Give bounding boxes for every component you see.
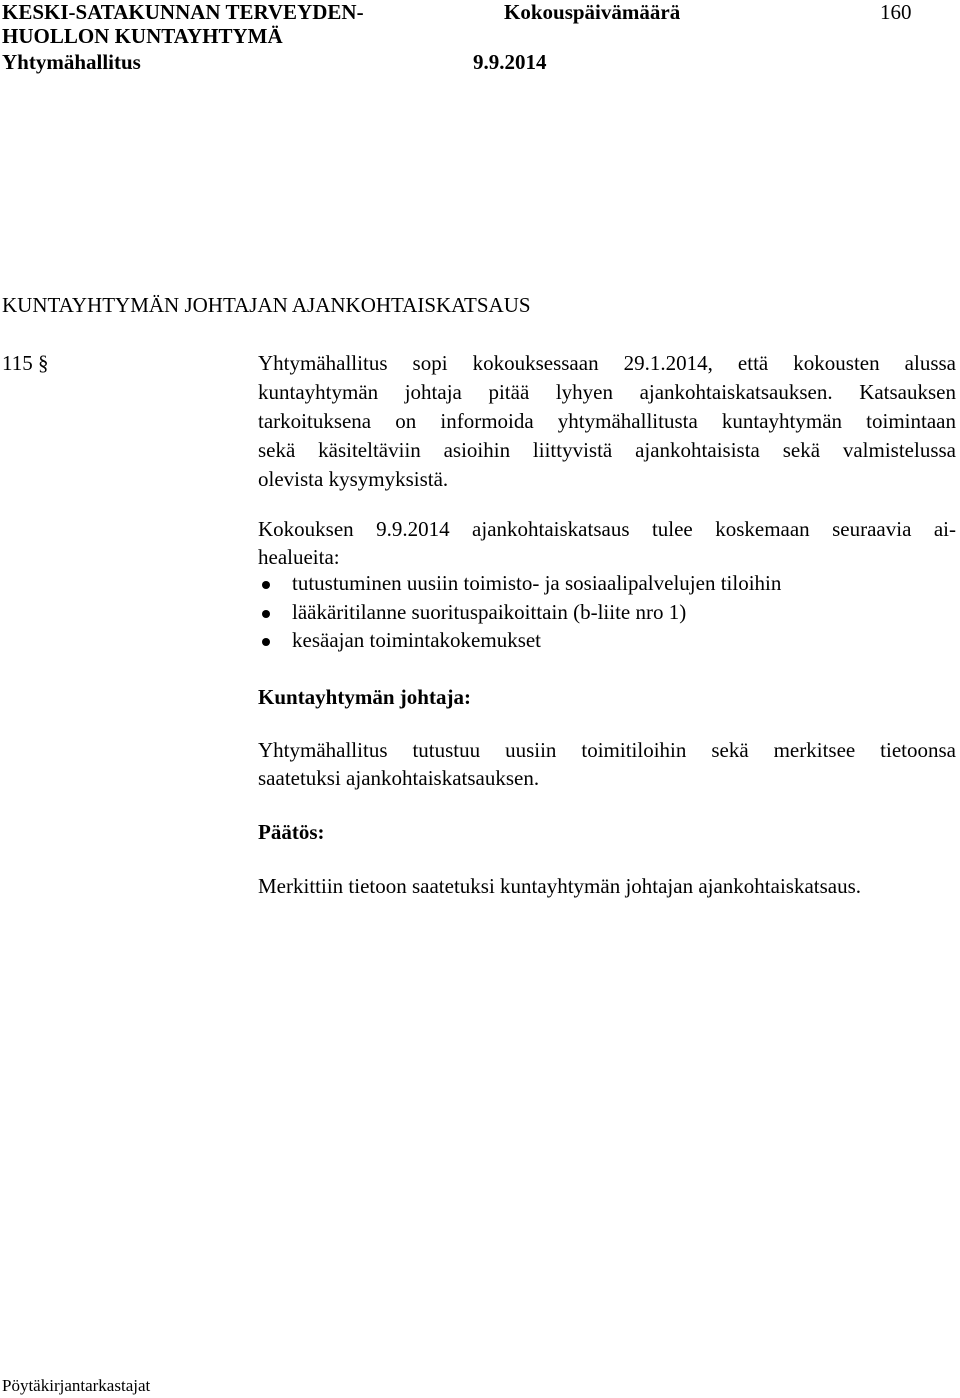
list-item-text: lääkäritilanne suorituspaikoittain (b-liite nro 1)	[292, 600, 687, 624]
intro-line-2: kuntayhtymän johtaja pitää lyhyen ajankohtaiskatsauksen. Katsauksen	[258, 380, 956, 404]
meeting-line-1: Kokouksen 9.9.2014 ajankohtaiskatsaus tulee koskemaan seuraavia ai-	[258, 517, 956, 541]
decision-text: Merkittiin tietoon saatetuksi kuntayhtymän johtajan ajankohtaiskatsaus.	[258, 874, 862, 898]
date-label: Kokouspäivämäärä	[504, 0, 681, 24]
bullet-icon	[262, 581, 270, 589]
list-item-text: tutustuminen uusiin toimisto- ja sosiaalipalvelujen tiloihin	[292, 571, 782, 595]
proposal-line-1: Yhtymähallitus tutustuu uusiin toimitiloihin sekä merkitsee tietoonsa	[258, 738, 956, 762]
intro-line-3: tarkoituksena on informoida yhtymähallitusta kuntayhtymän toimintaan	[258, 409, 956, 433]
proposal-heading: Kuntayhtymän johtaja:	[258, 685, 471, 709]
decision-heading: Päätös:	[258, 820, 325, 844]
footer-label: Pöytäkirjantarkastajat	[2, 1376, 151, 1395]
paragraph-symbol: §	[37, 351, 49, 375]
body-name: Yhtymähallitus	[2, 50, 141, 74]
page-number: 160	[880, 0, 912, 24]
proposal-line-2: saatetuksi ajankohtaiskatsauksen.	[258, 766, 540, 790]
intro-line-4: sekä käsiteltäviin asioihin liittyvistä ajankohtaisista sekä valmistelussa	[258, 438, 956, 462]
bullet-icon	[262, 610, 270, 618]
intro-line-1: Yhtymähallitus sopi kokouksessaan 29.1.2014, että kokousten alussa	[258, 351, 956, 375]
intro-line-5: olevista kysymyksistä.	[258, 467, 449, 491]
bullet-icon	[262, 638, 270, 646]
meeting-line-2: healueita:	[258, 545, 340, 569]
item-number: 115	[2, 351, 33, 375]
section-title: KUNTAYHTYMÄN JOHTAJAN AJANKOHTAISKATSAUS	[2, 293, 531, 317]
org-name-line2: HUOLLON KUNTAYHTYMÄ	[2, 24, 283, 48]
date-value: 9.9.2014	[473, 50, 547, 74]
org-name-line1: KESKI-SATAKUNNAN TERVEYDEN-	[2, 0, 364, 24]
list-item-text: kesäajan toimintakokemukset	[292, 628, 542, 652]
section-number	[2, 349, 48, 378]
